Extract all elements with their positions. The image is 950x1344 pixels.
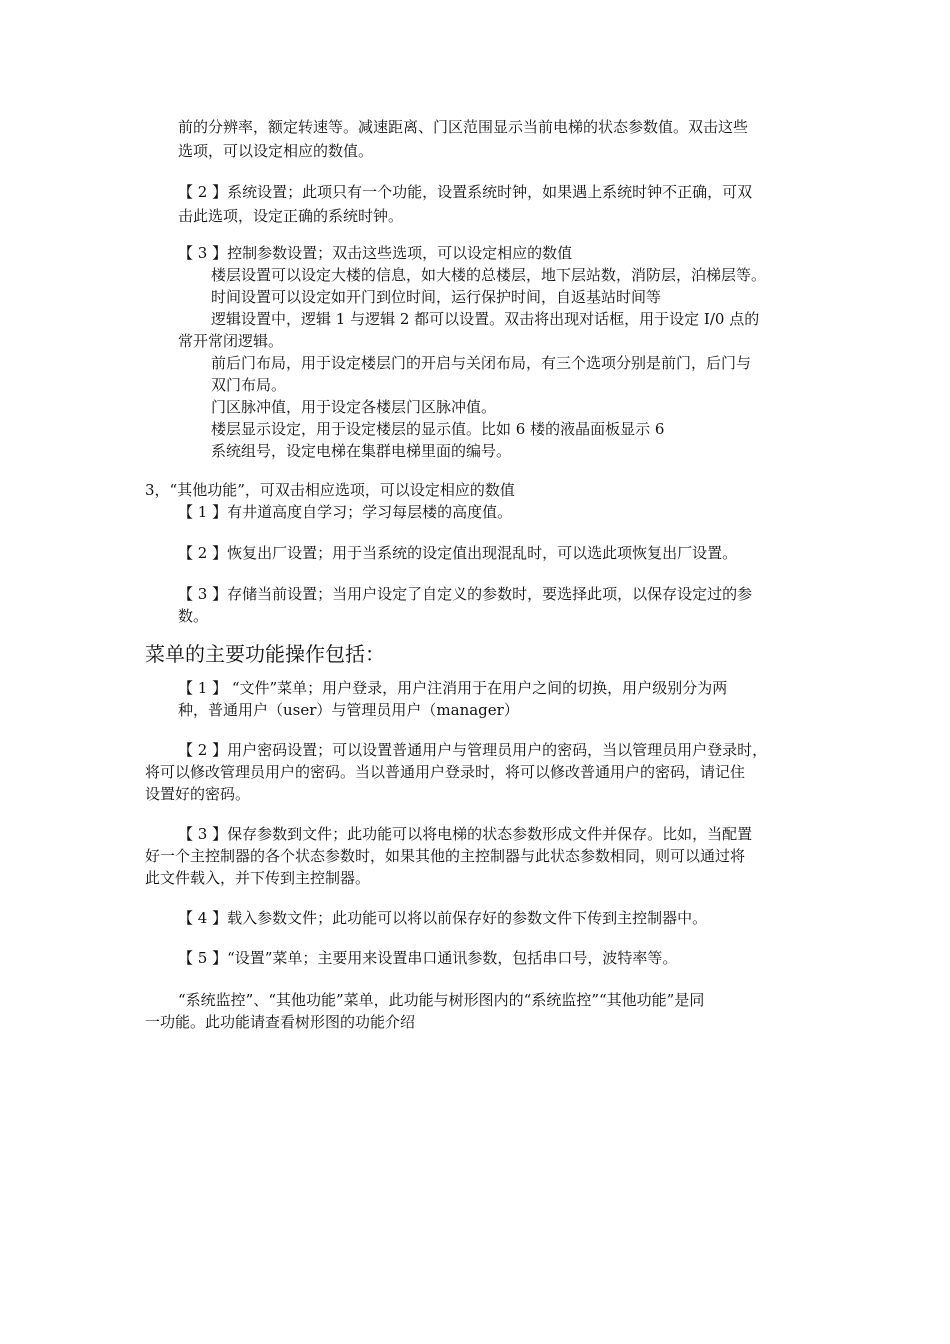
para-c-group-number: 系统组号，设定电梯在集群电梯里面的编号。 <box>211 442 512 460</box>
para-c-floor-setting: 楼层设置可以设定大楼的信息，如大楼的总楼层，地下层站数，消防层，泊梯层等。 <box>211 266 767 284</box>
para-a-line-1: 前的分辨率，额定转速等。减速距离、门区范围显示当前电梯的状态参数值。双击这些 <box>178 118 749 136</box>
para-c-logic-setting: 逻辑设置中，逻辑 1 与逻辑 2 都可以设置。双击将出现对话框，用于设定 I/0 点的 <box>211 310 760 328</box>
para-c-floor-display: 楼层显示设定，用于设定楼层的显示值。比如 6 楼的液晶面板显示 6 <box>211 420 665 438</box>
menu-item-2-line-2: 将可以修改管理员用户的密码。当以普通用户登录时，将可以修改普通用户的密码，请记住 <box>145 763 746 781</box>
other-item-2: 【 2 】恢复出厂设置；用于当系统的设定值出现混乱时，可以选此项恢复出厂设置。 <box>178 544 738 562</box>
para-c-logic-setting-cont: 常开常闭逻辑。 <box>178 332 284 350</box>
menu-item-4: 【 4 】载入参数文件；此功能可以将以前保存好的参数文件下传到主控制器中。 <box>178 909 708 927</box>
menu-item-3-line-2: 好一个主控制器的各个状态参数时，如果其他的主控制器与此状态参数相同，则可以通过将 <box>145 847 746 865</box>
menu-item-1-line-1: 【 1 】 “文件”菜单；用户登录，用户注消用于在用户之间的切换，用户级别分为两 <box>178 679 728 697</box>
menu-item-3-line-1: 【 3 】保存参数到文件；此功能可以将电梯的状态参数形成文件并保存。比如，当配置 <box>178 825 753 843</box>
menu-item-5: 【 5 】“设置”菜单；主要用来设置串口通讯参数，包括串口号，波特率等。 <box>178 949 678 967</box>
other-functions-title: 3，“其他功能”，可双击相应选项，可以设定相应的数值 <box>145 481 515 499</box>
para-a-line-2: 选项，可以设定相应的数值。 <box>178 142 374 160</box>
menu-item-3-line-3: 此文件载入，并下传到主控制器。 <box>145 869 371 887</box>
other-item-3-line-2: 数。 <box>178 607 209 625</box>
other-item-3-line-1: 【 3 】存储当前设置；当用户设定了自定义的参数时，要选择此项，以保存设定过的参 <box>178 585 753 603</box>
para-c-door-layout: 前后门布局，用于设定楼层门的开启与关闭布局，有三个选项分别是前门，后门与 <box>211 354 752 372</box>
menu-item-6-line-1: “系统监控”、“其他功能”菜单，此功能与树形图内的“系统监控”“其他功能”是同 <box>178 991 705 1009</box>
para-c-title: 【 3 】控制参数设置；双击这些选项，可以设定相应的数值 <box>178 244 573 262</box>
menu-heading: 菜单的主要功能操作包括： <box>145 642 385 666</box>
para-b-line-2: 击此选项，设定正确的系统时钟。 <box>178 207 404 225</box>
other-item-1: 【 1 】有井道高度自学习；学习每层楼的高度值。 <box>178 503 513 521</box>
menu-item-1-line-2: 种，普通用户（user）与管理员用户（manager） <box>178 701 519 719</box>
para-c-door-pulse: 门区脉冲值，用于设定各楼层门区脉冲值。 <box>211 398 497 416</box>
para-c-time-setting: 时间设置可以设定如开门到位时间，运行保护时间，自返基站时间等 <box>211 288 662 306</box>
menu-item-6-line-2: 一功能。此功能请查看树形图的功能介绍 <box>145 1013 416 1031</box>
menu-item-2-line-1: 【 2 】用户密码设置；可以设置普通用户与管理员用户的密码，当以管理员用户登录时， <box>178 741 768 759</box>
menu-item-2-line-3: 设置好的密码。 <box>145 785 251 803</box>
para-c-door-layout-cont: 双门布局。 <box>211 376 287 394</box>
para-b-line-1: 【 2 】系统设置；此项只有一个功能，设置系统时钟，如果遇上系统时钟不正确，可双 <box>178 183 753 201</box>
